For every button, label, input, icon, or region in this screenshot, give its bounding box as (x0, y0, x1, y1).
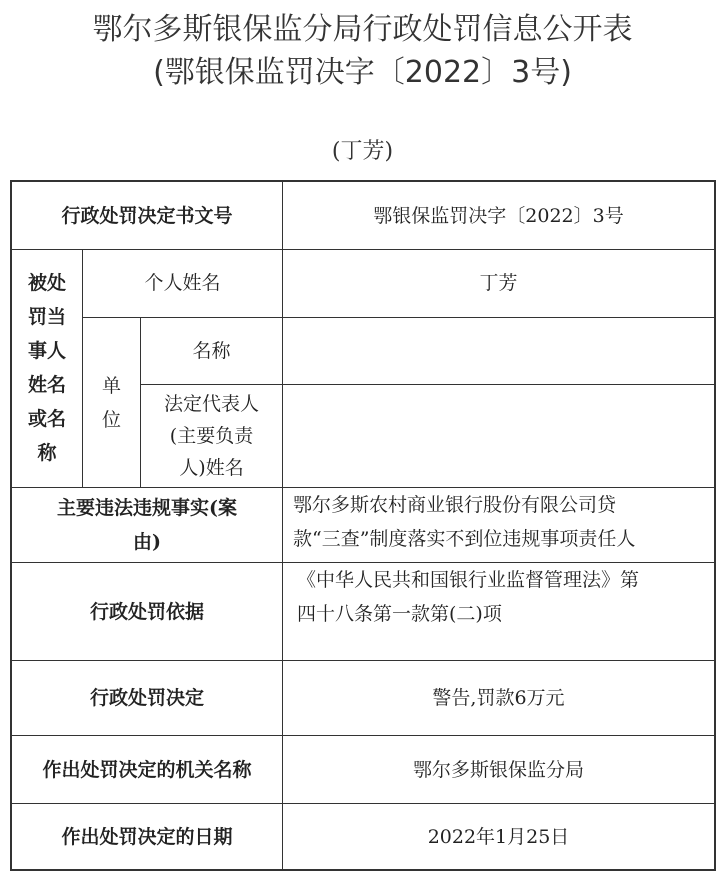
decision-doc-value: 鄂银保监罚决字〔2022〕3号 (373, 204, 624, 227)
subtitle-person: (丁芳) (331, 139, 394, 164)
legal-rep-label-line: 法定代表人 (163, 393, 259, 415)
legal-rep-label (141, 385, 282, 487)
party-name-label (12, 249, 82, 487)
party-label-line: 姓名 (27, 374, 66, 396)
authority-value: 鄂尔多斯银保监分局 (412, 758, 584, 781)
party-label-line: 事人 (27, 340, 66, 362)
decision-date-label: 作出处罚决定的日期 (61, 825, 233, 848)
violation-facts-label (12, 488, 282, 562)
unit-name-label: 名称 (192, 340, 231, 362)
personal-name-value: 丁芳 (479, 272, 518, 294)
facts-value-line: 鄂尔多斯农村商业银行股份有限公司贷 (293, 494, 617, 516)
penalty-basis-label: 行政处罚依据 (89, 600, 204, 623)
personal-name-label: 个人姓名 (144, 272, 221, 294)
legal-rep-label-line: (主要负责 (169, 425, 254, 447)
penalty-decision-label: 行政处罚决定 (89, 687, 204, 709)
legal-rep-value (283, 385, 714, 487)
facts-label-line: 由) (133, 531, 161, 553)
basis-value-line: 《中华人民共和国银行业监督管理法》第 (297, 569, 640, 591)
penalty-info-table (10, 180, 716, 871)
facts-label-line: 主要违法违规事实(案 (57, 497, 237, 519)
party-label-line: 罚当 (27, 306, 66, 328)
penalty-basis-value (283, 563, 714, 660)
violation-facts-value (283, 488, 714, 562)
decision-date-value: 2022年1月25日 (427, 825, 570, 848)
basis-value-line: 四十八条第一款第(二)项 (297, 603, 502, 625)
penalty-decision-value: 警告,罚款6万元 (432, 687, 565, 709)
party-label-line: 称 (37, 442, 57, 464)
party-label-line: 被处 (27, 272, 66, 294)
party-label-line: 或名 (27, 408, 66, 430)
document-number-title: (鄂银保监罚决字〔2022〕3号) (153, 55, 572, 90)
legal-rep-label-line: 人)姓名 (179, 457, 244, 479)
page-title: 鄂尔多斯银保监分局行政处罚信息公开表 (92, 12, 633, 47)
unit-label (83, 318, 140, 487)
decision-doc-label: 行政处罚决定书文号 (61, 204, 233, 227)
unit-label-line: 单 (101, 374, 121, 397)
unit-name-value (283, 318, 714, 384)
authority-label: 作出处罚决定的机关名称 (42, 758, 252, 781)
unit-label-line: 位 (101, 408, 121, 431)
facts-value-line: 款“三查”制度落实不到位违规事项责任人 (293, 528, 636, 550)
